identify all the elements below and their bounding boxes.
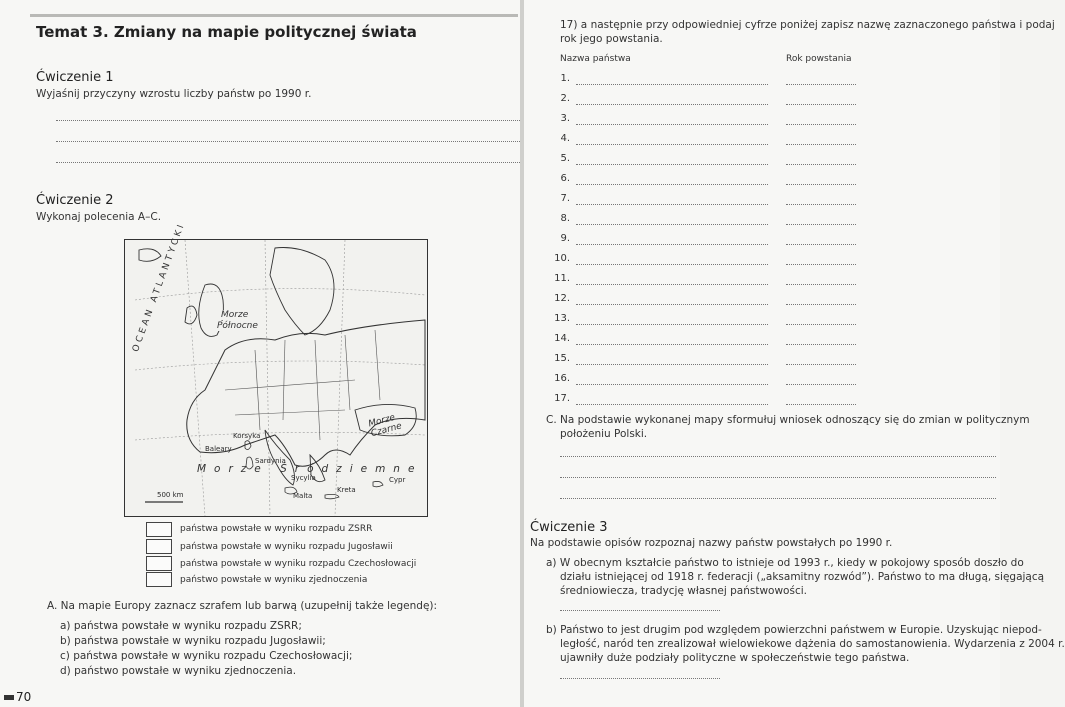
legend-box[interactable] (146, 539, 172, 554)
task-a-item: b) państwa powstałe w wyniku rozpadu Jugosławii; (60, 635, 326, 647)
country-name-field[interactable] (576, 244, 768, 245)
answer-line[interactable] (560, 610, 720, 611)
year-field[interactable] (786, 224, 856, 225)
intro-line: 17) a następnie przy odpowiedniej cyfrze poniżej zapisz nazwę zaznaczonego państwa i podaj (560, 19, 1055, 31)
year-field[interactable] (786, 104, 856, 105)
legend-text: państwa powstałe w wyniku rozpadu ZSRR (180, 524, 373, 534)
right-page (524, 0, 1065, 707)
country-name-field[interactable] (576, 104, 768, 105)
row-number: 12. (554, 293, 570, 304)
task-a-item: a) państwa powstałe w wyniku rozpadu ZSRR; (60, 620, 302, 632)
exercise3-b-text: b) Państwo to jest drugim pod względem powierzchni państwem w Europie. Uzyskując niepod- (546, 624, 1042, 636)
exercise3-a-text: działu istniejącej od 1918 r. federacji („aksamitny rozwód”). Państwo to ma długą, sięgającą (560, 571, 1045, 583)
exercise1-heading: Ćwiczenie 1 (36, 70, 114, 85)
row-number: 7. (560, 193, 570, 204)
exercise3-heading: Ćwiczenie 3 (530, 520, 608, 535)
country-name-field[interactable] (576, 84, 768, 85)
label-north-sea-2: Północne (217, 321, 258, 331)
country-name-field[interactable] (576, 364, 768, 365)
label-atlantic: OCEAN ATLANTYCKI (131, 221, 188, 354)
legend-text: państwo powstałe w wyniku zjednoczenia (180, 575, 368, 585)
row-number: 3. (560, 113, 570, 124)
row-number: 5. (560, 153, 570, 164)
row-number: 10. (554, 253, 570, 264)
exercise3-a-text: a) W obecnym kształcie państwo to istnieje od 1993 r., kiedy w pokojowy sposób doszło do (546, 557, 1024, 569)
label-north-sea-1: Morze (221, 310, 249, 320)
country-name-field[interactable] (576, 324, 768, 325)
exercise3-a-text: średniowiecza, tradycję własnej państwowości. (560, 585, 807, 597)
exercise1-instruction: Wyjaśnij przyczyny wzrostu liczby państw po 1990 r. (36, 88, 312, 100)
task-c-instruction: położeniu Polski. (560, 428, 648, 440)
answer-line[interactable] (560, 477, 996, 478)
europe-map[interactable] (124, 221, 428, 517)
top-rule (30, 14, 518, 17)
answer-line[interactable] (560, 456, 996, 457)
year-field[interactable] (786, 144, 856, 145)
year-field[interactable] (786, 124, 856, 125)
row-number: 2. (560, 93, 570, 104)
country-name-field[interactable] (576, 124, 768, 125)
row-number: 4. (560, 133, 570, 144)
label-cyprus: Cypr (389, 476, 406, 484)
year-field[interactable] (786, 184, 856, 185)
country-name-field[interactable] (576, 224, 768, 225)
row-number: 6. (560, 173, 570, 184)
label-sicily: Sycylia (291, 474, 316, 482)
year-field[interactable] (786, 204, 856, 205)
topic-title: Temat 3. Zmiany na mapie politycznej świata (36, 23, 417, 41)
page-number: 70 (4, 690, 31, 704)
country-name-field[interactable] (576, 164, 768, 165)
task-a-item: d) państwo powstałe w wyniku zjednoczenia. (60, 665, 297, 677)
answer-line[interactable] (56, 141, 520, 142)
legend-box[interactable] (146, 522, 172, 537)
legend-text: państwa powstałe w wyniku rozpadu Czechosłowacji (180, 559, 417, 569)
label-scale: 500 km (157, 491, 184, 499)
exercise3-b-text: ujawniły duże podziały polityczne w społeczeństwie tego państwa. (560, 652, 910, 664)
row-number: 1. (560, 73, 570, 84)
label-black-sea: Morze Czarne (367, 412, 403, 440)
label-balearic: Baleary (205, 445, 232, 453)
country-name-field[interactable] (576, 284, 768, 285)
row-number: 13. (554, 313, 570, 324)
row-number: 11. (554, 273, 570, 284)
label-corsica: Korsyka (233, 432, 261, 440)
year-field[interactable] (786, 244, 856, 245)
legend-box[interactable] (146, 572, 172, 587)
year-field[interactable] (786, 324, 856, 325)
row-number: 15. (554, 353, 570, 364)
label-mediterranean: Morze Śródziemne (197, 463, 423, 475)
year-field[interactable] (786, 304, 856, 305)
year-field[interactable] (786, 84, 856, 85)
exercise3-b-text: ległość, naród ten zrealizował wielowiekowe dążenia do samostanowienia. Wydarzenia z 2004 r. (560, 638, 1065, 650)
task-a-instruction: A. Na mapie Europy zaznacz szrafem lub barwą (uzupełnij także legendę): (47, 600, 438, 612)
country-name-field[interactable] (576, 384, 768, 385)
answer-line[interactable] (56, 120, 520, 121)
intro-line: rok jego powstania. (560, 33, 663, 45)
year-field[interactable] (786, 384, 856, 385)
year-field[interactable] (786, 264, 856, 265)
label-malta: Malta (293, 492, 313, 500)
year-field[interactable] (786, 284, 856, 285)
country-name-field[interactable] (576, 144, 768, 145)
answer-line[interactable] (560, 678, 720, 679)
year-field[interactable] (786, 364, 856, 365)
row-number: 9. (560, 233, 570, 244)
country-name-field[interactable] (576, 184, 768, 185)
label-crete: Kreta (337, 486, 356, 494)
row-number: 16. (554, 373, 570, 384)
legend-box[interactable] (146, 556, 172, 571)
country-name-field[interactable] (576, 204, 768, 205)
column-header-year: Rok powstania (786, 54, 852, 64)
column-header-name: Nazwa państwa (560, 54, 631, 64)
legend-text: państwa powstałe w wyniku rozpadu Jugosławii (180, 542, 393, 552)
row-number: 17. (554, 393, 570, 404)
left-page (0, 0, 522, 707)
row-number: 14. (554, 333, 570, 344)
task-c-instruction: C. Na podstawie wykonanej mapy sformułuj wniosek odnoszący się do zmian w politycznym (546, 414, 1030, 426)
exercise2-instruction: Wykonaj polecenia A–C. (36, 211, 162, 223)
task-a-item: c) państwa powstałe w wyniku rozpadu Czechosłowacji; (60, 650, 353, 662)
answer-line[interactable] (56, 162, 520, 163)
year-field[interactable] (786, 404, 856, 405)
country-name-field[interactable] (576, 404, 768, 405)
country-name-field[interactable] (576, 304, 768, 305)
year-field[interactable] (786, 344, 856, 345)
country-name-field[interactable] (576, 264, 768, 265)
exercise2-heading: Ćwiczenie 2 (36, 193, 114, 208)
row-number: 8. (560, 213, 570, 224)
country-name-field[interactable] (576, 344, 768, 345)
label-sardinia: Sardynia (255, 457, 286, 465)
answer-line[interactable] (560, 498, 996, 499)
year-field[interactable] (786, 164, 856, 165)
exercise3-instruction: Na podstawie opisów rozpoznaj nazwy państw powstałych po 1990 r. (530, 537, 893, 549)
